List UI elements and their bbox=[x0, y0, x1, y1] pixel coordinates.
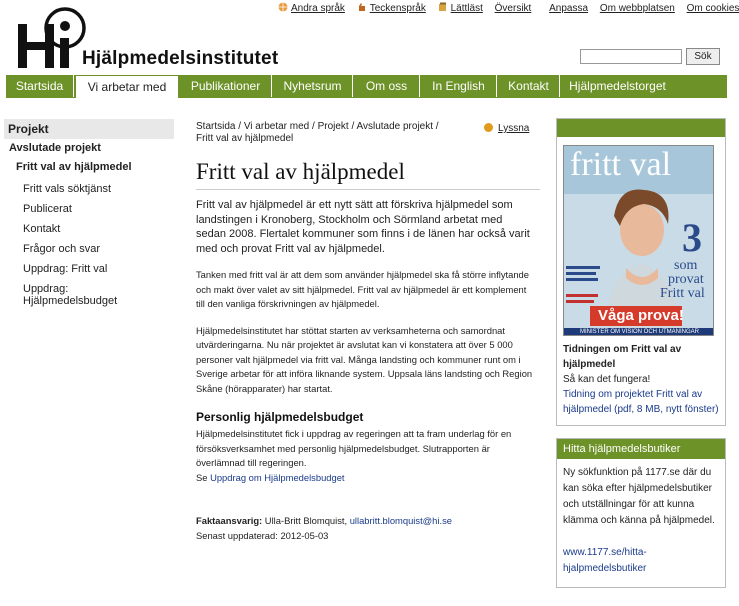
box-header-bar bbox=[557, 119, 725, 137]
store-search-box bbox=[556, 438, 726, 588]
tab-nyhetsrum[interactable]: Nyhetsrum bbox=[273, 75, 353, 97]
link-teckensprak[interactable]: Teckenspråk bbox=[369, 3, 426, 14]
sidebar bbox=[4, 119, 174, 307]
magazine-cover[interactable] bbox=[563, 145, 714, 336]
breadcrumb: Startsida / Vi arbetar med / Projekt / Avslutade projekt / Fritt val av hjälpmedel bbox=[196, 121, 439, 144]
sidebar-heading[interactable]: Projekt bbox=[4, 119, 174, 139]
listen-label: Lyssna bbox=[498, 123, 530, 134]
magazine-caption-title: Tidningen om Fritt val av hjälpmedel bbox=[563, 344, 682, 370]
breadcrumb-link[interactable]: Startsida bbox=[196, 121, 236, 132]
store-search-text: Ny sökfunktion på 1177.se där du kan söka efter hjälpmedelsbutiker och utställningar för att kunna klämma och känna på hjälpmedel. www.1177.se/hitta-hjalpmedelsbutiker bbox=[563, 467, 715, 574]
magazine-footer: MINISTER OM VISION OCH UTMANINGAR bbox=[579, 329, 699, 335]
sidebar-item-uppdrag-fritt-val[interactable]: Uppdrag: Fritt val bbox=[23, 263, 108, 275]
tab-kontakt[interactable]: Kontakt bbox=[498, 75, 560, 97]
magazine-box bbox=[556, 118, 726, 426]
budget-link[interactable]: Uppdrag om Hjälpmedelsbudget bbox=[210, 471, 345, 483]
paragraph: Tanken med fritt val är att dem som använder hjälpmedel ska få större inflytande och makt över valet av sitt hjälpmedel. Fritt val av hjälpmedel är ett komplement till den vanliga förskrivningen av hjälpmedel. bbox=[196, 269, 529, 309]
store-search-title: Hitta hjälpmedelsbutiker bbox=[557, 439, 725, 459]
sidebar-item-fragor-och-svar[interactable]: Frågor och svar bbox=[23, 243, 101, 255]
sidebar-item-fritt-val[interactable]: Fritt val av hjälpmedel bbox=[16, 161, 132, 173]
tab-hjalpmedelstorget[interactable]: Hjälpmedelstorget bbox=[569, 79, 666, 93]
site-title: Hjälpmedelsinstitutet bbox=[82, 48, 279, 69]
link-oversikt[interactable]: Översikt bbox=[494, 3, 532, 14]
updated-date: Senast uppdaterad: 2012-05-03 bbox=[196, 530, 329, 541]
paragraph: Hjälpmedelsinstitutet har stöttat starten av verksamheterna och samordnat utvärderingarna. Nu när projektet är avslutat kan vi konstatera att över 5 000 personer valt hjälpmedel via fritt val. Många landsting och kommuner runt om i Sverige arbetar för att införa liknande system. Uppsala läns landsting och Region Skåne (hörapparater) har startat. bbox=[196, 324, 533, 394]
magazine-vaga-prova: Våga prova! bbox=[598, 307, 684, 324]
sidebar-item-avslutade-projekt[interactable]: Avslutade projekt bbox=[9, 142, 101, 154]
easy-read-icon bbox=[438, 2, 448, 12]
tab-vi-arbetar-med[interactable]: Vi arbetar med bbox=[75, 75, 179, 98]
ingress: Fritt val av hjälpmedel är ett nytt sätt att förskriva hjälpmedel som landstingen i Kronoberg, Stockholm och Sörmland arbetat med sedan 2008. Flertalet kommuner som finns i de länen har också varit med och provat Fritt val av hjälpmedel. bbox=[196, 199, 530, 255]
speaker-icon bbox=[484, 123, 493, 132]
sidebar-item-kontakt[interactable]: Kontakt bbox=[23, 223, 61, 235]
magazine-caption: Tidningen om Fritt val av hjälpmedel Så kan det fungera! Tidning om projektet Fritt val av hjälpmedel (pdf, 8 MB, nytt fönster) bbox=[563, 344, 719, 415]
globe-icon bbox=[278, 2, 288, 12]
tab-startsida[interactable]: Startsida bbox=[6, 75, 74, 97]
sign-language-icon bbox=[357, 2, 367, 12]
paragraph: Hjälpmedelsinstitutet fick i uppdrag av regeringen att ta fram underlag för en försöksverksamhet med personlig hjälpmedelsbudget. Slutrapporten är överlämnad till regeringen. bbox=[196, 428, 512, 468]
listen-link[interactable] bbox=[484, 123, 529, 134]
breadcrumb-current: Fritt val av hjälpmedel bbox=[196, 133, 294, 144]
right-column bbox=[556, 118, 726, 588]
breadcrumb-link[interactable]: Avslutade projekt bbox=[356, 121, 434, 132]
link-lattlast[interactable]: Lättläst bbox=[450, 3, 483, 14]
sidebar-item-publicerat[interactable]: Publicerat bbox=[23, 203, 72, 215]
main-content bbox=[196, 121, 541, 543]
magazine-som: som bbox=[674, 258, 698, 273]
link-om-cookies[interactable]: Om cookies bbox=[686, 3, 739, 14]
magazine-masthead: fritt val bbox=[570, 146, 672, 183]
tab-in-english[interactable]: In English bbox=[421, 75, 497, 97]
magazine-fritt-val: Fritt val bbox=[660, 286, 705, 301]
link-om-webbplatsen[interactable]: Om webbplatsen bbox=[599, 3, 675, 14]
site-logo[interactable] bbox=[14, 6, 86, 73]
utility-links bbox=[278, 2, 739, 14]
tab-om-oss[interactable]: Om oss bbox=[354, 75, 420, 97]
search-input[interactable] bbox=[580, 49, 682, 64]
see-line: Se Uppdrag om Hjälpmedelsbudget bbox=[196, 471, 345, 483]
magazine-pdf-link[interactable]: Tidning om projektet Fritt val av hjälpmedel (pdf, 8 MB, nytt fönster) bbox=[563, 389, 719, 415]
main-nav bbox=[6, 75, 727, 98]
store-search-link[interactable]: www.1177.se/hitta-hjalpmedelsbutiker bbox=[563, 547, 647, 574]
breadcrumb-link[interactable]: Vi arbetar med bbox=[243, 121, 310, 132]
hi-logo-graphic bbox=[14, 6, 86, 68]
fact-owner: Faktaansvarig: Ulla-Britt Blomquist, ullabritt.blomquist@hi.se Senast uppdaterad: 2012-05-03 bbox=[196, 515, 452, 541]
tab-publikationer[interactable]: Publikationer bbox=[180, 75, 272, 97]
magazine-number: 3 bbox=[682, 215, 702, 260]
sidebar-item-soktjanst[interactable]: Fritt vals söktjänst bbox=[23, 183, 112, 195]
email-link[interactable]: ullabritt.blomquist@hi.se bbox=[349, 515, 452, 526]
page-title: Fritt val av hjälpmedel bbox=[196, 159, 540, 190]
section-heading: Personlig hjälpmedelsbudget bbox=[196, 410, 364, 424]
link-anpassa[interactable]: Anpassa bbox=[549, 3, 589, 14]
magazine-provat: provat bbox=[668, 272, 704, 287]
breadcrumb-link[interactable]: Projekt bbox=[317, 121, 349, 132]
link-andra-sprak[interactable]: Andra språk bbox=[291, 3, 345, 14]
search-button[interactable]: Sök bbox=[686, 48, 720, 65]
sidebar-item-uppdrag-budget[interactable]: Uppdrag: Hjälpmedelsbudget bbox=[23, 283, 118, 307]
